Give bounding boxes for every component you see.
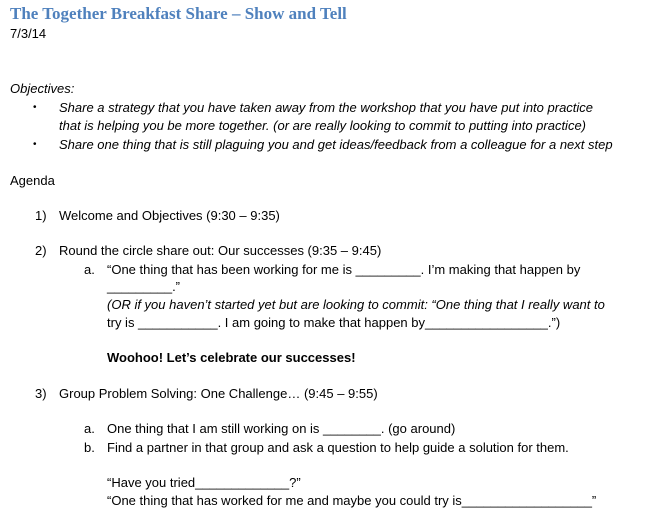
- agenda-item-3a-text: One thing that I am still working on is ________. (go around): [107, 421, 456, 436]
- agenda-item-3b-text: Find a partner in that group and ask a question to help guide a solution for them.: [107, 440, 569, 455]
- objective-2-line-1: Share one thing that is still plaguing you and get ideas/feedback from a colleague for a next step: [59, 137, 613, 152]
- agenda-item-3a-letter: a.: [84, 421, 95, 436]
- document-title: The Together Breakfast Share – Show and Tell: [10, 4, 347, 23]
- bullet-glyph: •: [33, 139, 37, 150]
- document-date: 7/3/14: [10, 26, 47, 41]
- agenda-item-1-number: 1): [35, 208, 47, 223]
- agenda-item-3b-letter: b.: [84, 440, 95, 455]
- agenda-item-3-number: 3): [35, 386, 47, 401]
- agenda-item-2a-alt-line-1: (OR if you haven’t started yet but are looking to commit: “One thing that I really want to: [107, 297, 605, 312]
- objective-1-line-2: that is helping you be more together. (or are really looking to commit to putting into practice): [59, 118, 587, 133]
- objectives-heading: Objectives:: [10, 81, 75, 96]
- agenda-item-3-text: Group Problem Solving: One Challenge… (9:45 – 9:55): [59, 386, 378, 401]
- agenda-heading: Agenda: [10, 173, 55, 188]
- agenda-item-2a-line-2: _________.”: [107, 279, 181, 294]
- agenda-item-2a-letter: a.: [84, 262, 95, 277]
- bullet-glyph: •: [33, 102, 37, 113]
- agenda-item-2-text: Round the circle share out: Our successes (9:35 – 9:45): [59, 243, 382, 258]
- prompt-one-thing-worked: “One thing that has worked for me and maybe you could try is__________________”: [107, 493, 597, 508]
- agenda-item-2a-alt-line-2: try is ___________. I am going to make that happen by_________________.”): [107, 315, 561, 330]
- prompt-have-you-tried: “Have you tried_____________?”: [107, 475, 301, 490]
- agenda-item-2-number: 2): [35, 243, 47, 258]
- agenda-item-1-text: Welcome and Objectives (9:30 – 9:35): [59, 208, 280, 223]
- objective-1-line-1: Share a strategy that you have taken away from the workshop that you have put into practice: [59, 100, 594, 115]
- celebrate-line: Woohoo! Let’s celebrate our successes!: [107, 350, 356, 365]
- agenda-item-2a-line-1: “One thing that has been working for me is _________. I’m making that happen by: [107, 262, 581, 277]
